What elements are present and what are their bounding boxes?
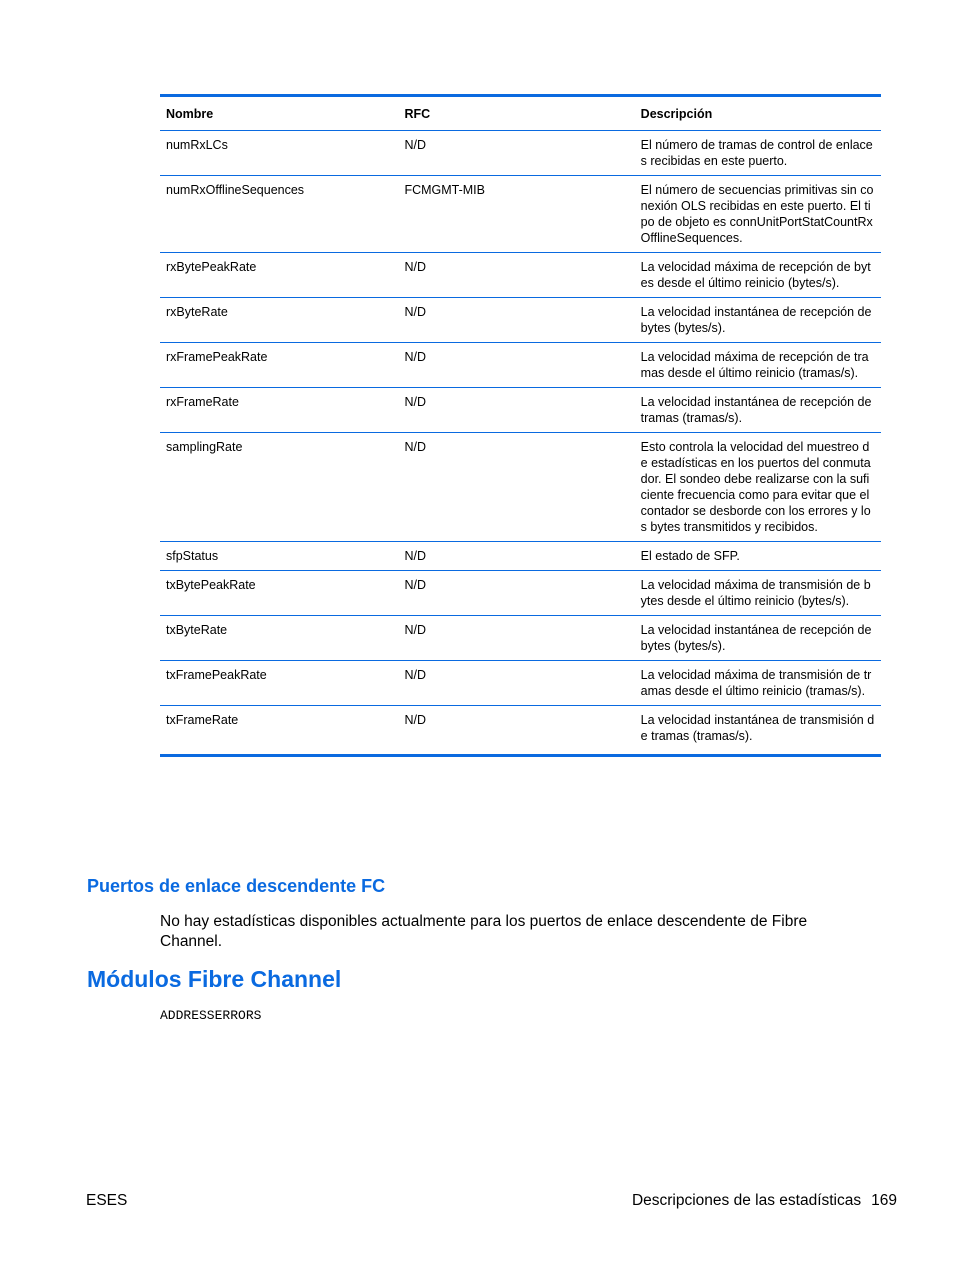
table-row bbox=[160, 388, 881, 433]
column-header-description: Descripción bbox=[635, 96, 881, 131]
table-row bbox=[160, 616, 881, 661]
table-row bbox=[160, 343, 881, 388]
cell-name: rxByteRate bbox=[160, 298, 398, 343]
table-header-row bbox=[160, 96, 881, 131]
cell-rfc: N/D bbox=[398, 253, 634, 298]
cell-rfc: N/D bbox=[398, 343, 634, 388]
cell-name: txBytePeakRate bbox=[160, 571, 398, 616]
cell-rfc: N/D bbox=[404, 713, 426, 727]
cell-rfc: FCMGMT-MIB bbox=[398, 176, 634, 253]
table-row bbox=[160, 298, 881, 343]
cell-rfc: N/D bbox=[398, 388, 634, 433]
cell-name: numRxOfflineSequences bbox=[160, 176, 398, 253]
cell-description: El número de secuencias primitivas sin conexión OLS recibidas en este puerto. El tipo de objeto es connUnitPortStatCountRxOfflineSequences. bbox=[635, 176, 881, 253]
table-row bbox=[160, 571, 881, 616]
chapter-heading: Módulos Fibre Channel bbox=[87, 966, 342, 992]
footer-page-info bbox=[632, 1192, 897, 1210]
cell-description: La velocidad instantánea de recepción de tramas (tramas/s). bbox=[635, 388, 881, 433]
code-identifier: ADDRESSERRORS bbox=[160, 1008, 262, 1023]
cell-rfc: N/D bbox=[398, 661, 634, 706]
cell-rfc: N/D bbox=[398, 433, 634, 542]
cell-name: txFrameRate bbox=[166, 713, 239, 727]
table-row bbox=[160, 433, 881, 542]
cell-description: La velocidad máxima de recepción de bytes desde el último reinicio (bytes/s). bbox=[635, 253, 881, 298]
footer-language-code: ESES bbox=[86, 1192, 128, 1209]
cell-rfc: N/D bbox=[398, 571, 634, 616]
table-row bbox=[160, 542, 881, 571]
cell-name: rxBytePeakRate bbox=[160, 253, 398, 298]
cell-rfc: N/D bbox=[398, 542, 634, 571]
cell-description: El número de tramas de control de enlaces recibidas en este puerto. bbox=[635, 131, 881, 176]
table-row bbox=[160, 706, 881, 756]
cell-description: El estado de SFP. bbox=[635, 542, 881, 571]
table-row bbox=[160, 661, 881, 706]
cell-rfc: N/D bbox=[398, 616, 634, 661]
column-header-rfc: RFC bbox=[398, 96, 634, 131]
cell-description: La velocidad máxima de recepción de tramas desde el último reinicio (tramas/s). bbox=[635, 343, 881, 388]
cell-name: numRxLCs bbox=[160, 131, 398, 176]
cell-description: La velocidad instantánea de recepción de bytes (bytes/s). bbox=[635, 616, 881, 661]
cell-rfc: N/D bbox=[398, 131, 634, 176]
statistics-table bbox=[160, 94, 881, 757]
table-row bbox=[160, 176, 881, 253]
cell-description: Esto controla la velocidad del muestreo de estadísticas en los puertos del conmutador. El sondeo debe realizarse con la suficiente frecuencia como para evitar que el contador se desborde con los errores y los bytes transmitidos y recibidos. bbox=[635, 433, 881, 542]
cell-rfc: N/D bbox=[398, 298, 634, 343]
section-heading: Puertos de enlace descendente FC bbox=[87, 876, 386, 896]
cell-name: rxFramePeakRate bbox=[160, 343, 398, 388]
cell-description: La velocidad instantánea de transmisión de tramas (tramas/s). bbox=[640, 713, 875, 743]
page-number: 169 bbox=[871, 1192, 897, 1209]
footer-chapter-title: Descripciones de las estadísticas bbox=[631, 1192, 862, 1209]
cell-description: La velocidad máxima de transmisión de tramas desde el último reinicio (tramas/s). bbox=[635, 661, 881, 706]
table-row bbox=[160, 131, 881, 176]
cell-description: La velocidad máxima de transmisión de bytes desde el último reinicio (bytes/s). bbox=[635, 571, 881, 616]
cell-name: sfpStatus bbox=[160, 542, 398, 571]
cell-name: rxFrameRate bbox=[160, 388, 398, 433]
cell-name: txFramePeakRate bbox=[160, 661, 398, 706]
cell-name: txByteRate bbox=[160, 616, 398, 661]
column-header-name: Nombre bbox=[160, 96, 398, 131]
cell-name: samplingRate bbox=[160, 433, 398, 542]
section-body-text: No hay estadísticas disponibles actualmente para los puertos de enlace descendente de Fibre Channel. bbox=[160, 913, 808, 950]
cell-description: La velocidad instantánea de recepción de bytes (bytes/s). bbox=[635, 298, 881, 343]
table-row bbox=[160, 253, 881, 298]
